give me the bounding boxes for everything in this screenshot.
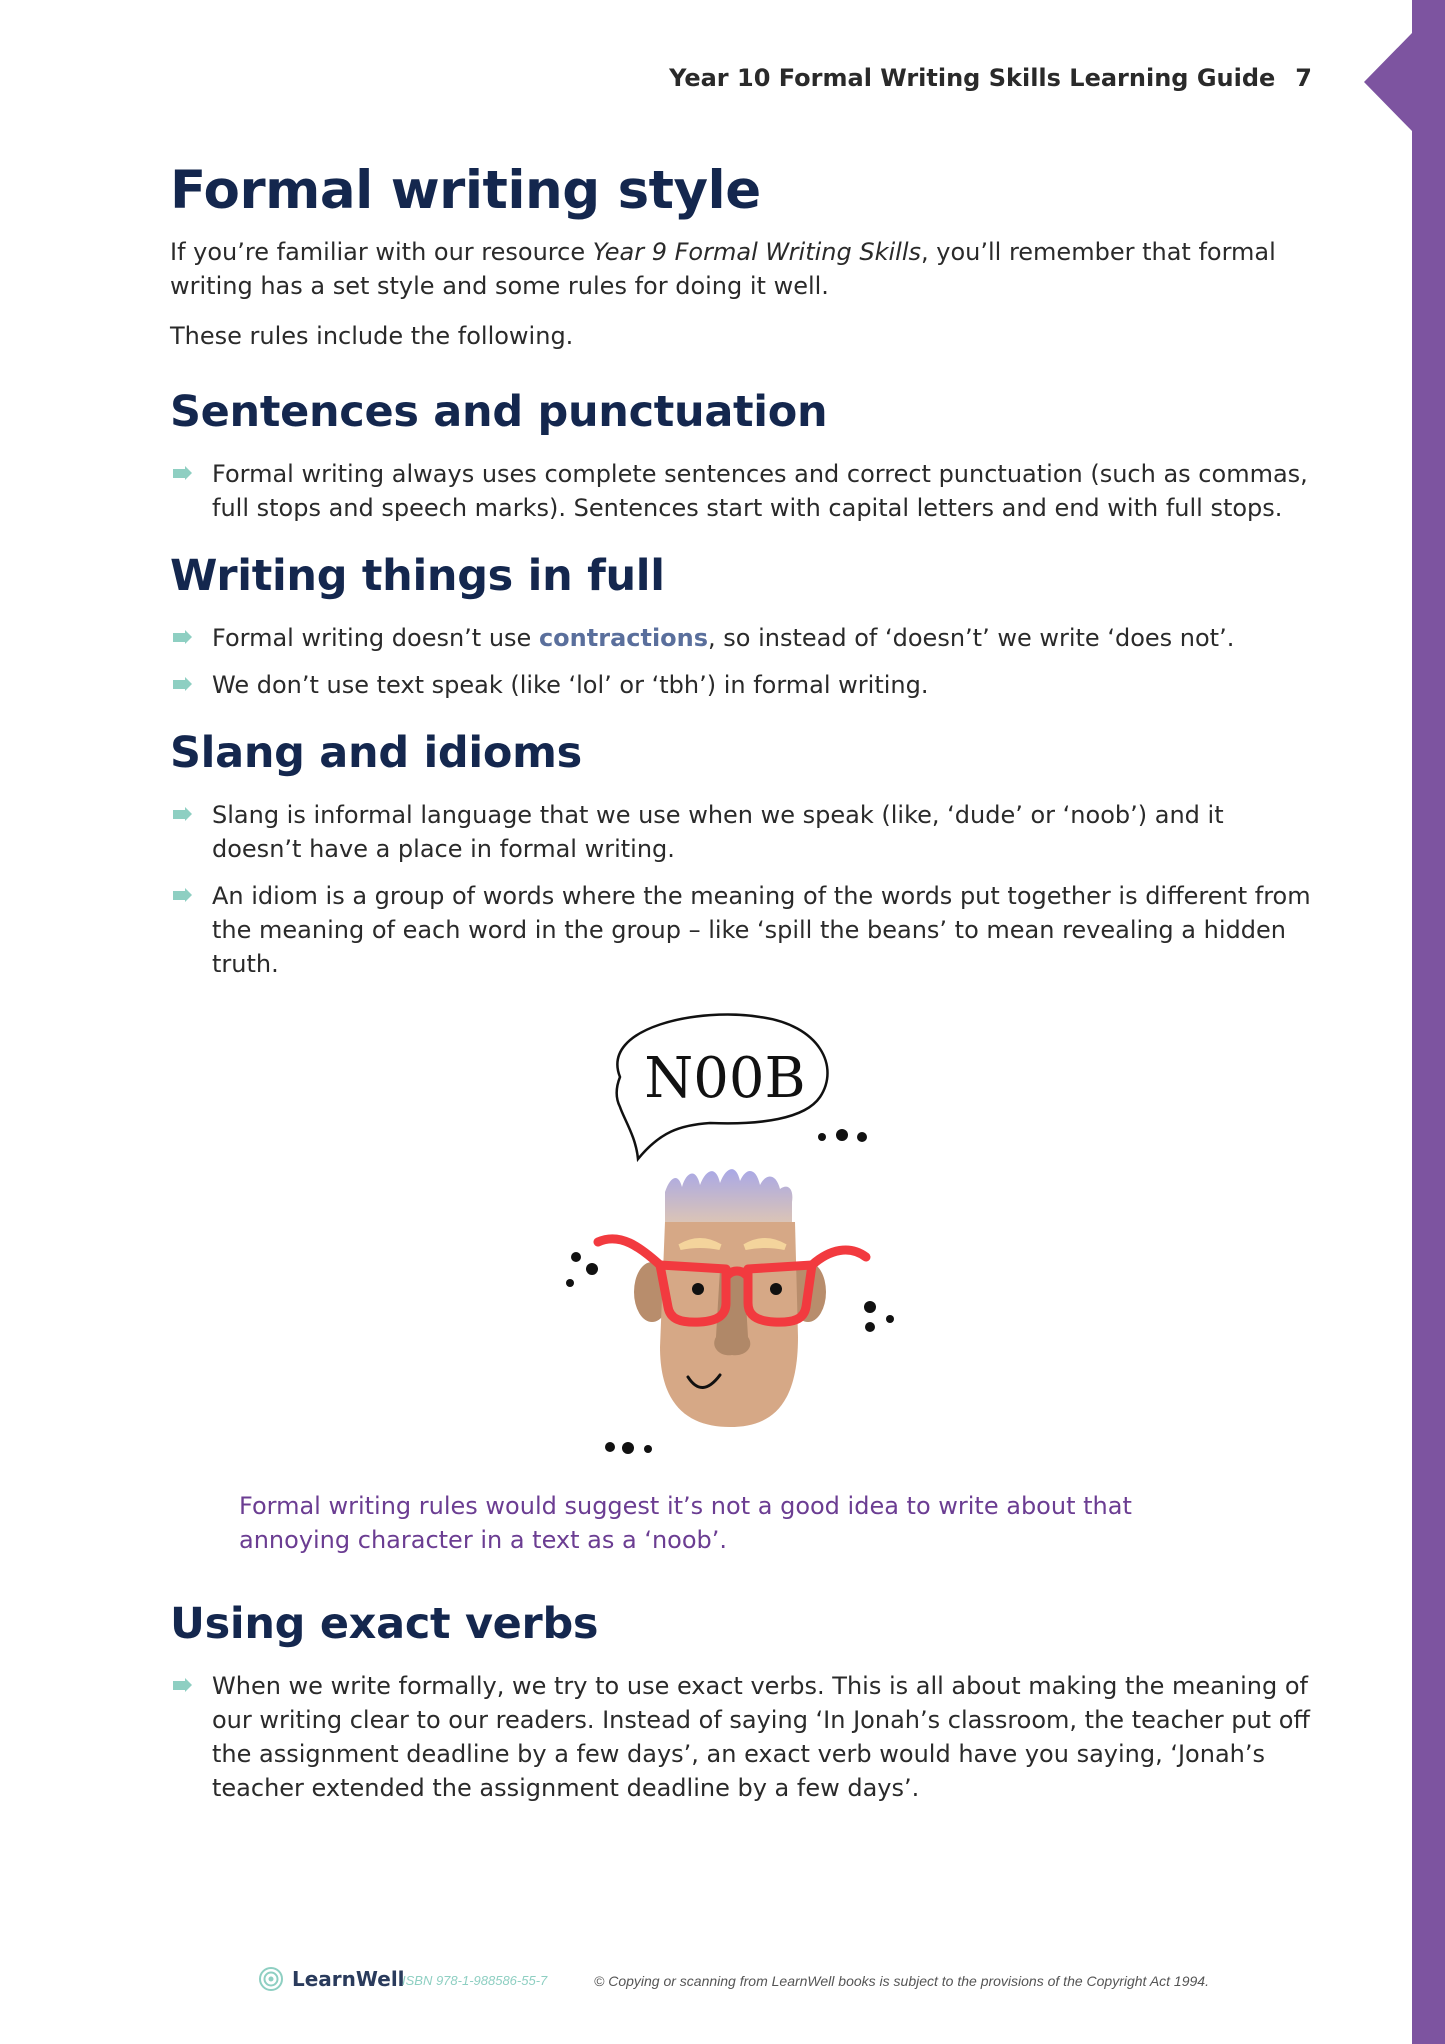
heading-exact-verbs: Using exact verbs [170, 1599, 599, 1649]
main-content [170, 160, 1320, 1831]
intro-line-2: These rules include the following. [170, 322, 574, 350]
resource-title: Year 9 Formal Writing Skills [592, 238, 921, 266]
side-bar [1412, 0, 1445, 2044]
running-header [669, 64, 1312, 92]
intro-text-start: If you’re familiar with our resource [170, 238, 593, 266]
noob-illustration [170, 1007, 1320, 1477]
list-item [170, 1669, 1320, 1805]
brand-name: LearnWell [292, 1967, 405, 1991]
list-item [170, 668, 1320, 702]
bullet-arrow-icon [173, 469, 185, 478]
bullet-arrow-icon [173, 1681, 185, 1690]
right-eye [770, 1283, 782, 1295]
heading-slang-idioms: Slang and idioms [170, 728, 582, 778]
speech-text: N00B [644, 1046, 806, 1111]
cartoon-face-image [540, 1007, 940, 1477]
writing-in-full-list [170, 621, 1320, 702]
list-item-text: We don’t use text speak (like ‘lol’ or ‘tbh’) in formal writing. [212, 671, 929, 699]
page-number: 7 [1295, 64, 1312, 92]
left-eye [692, 1283, 704, 1295]
guide-title: Year 10 Formal Writing Skills Learning Guide [669, 64, 1276, 92]
sentences-list [170, 457, 1320, 525]
bullet-arrow-icon [173, 633, 185, 642]
bullet-arrow-icon [173, 891, 185, 900]
copyright-notice: © Copying or scanning from LearnWell books is subject to the provisions of the Copyright Act 1994. [594, 1973, 1209, 1989]
page-title: Formal writing style [170, 160, 761, 221]
right-eyebrow [745, 1241, 785, 1247]
list-item [170, 879, 1320, 981]
left-eyebrow [680, 1241, 720, 1247]
bullet-arrow-icon [173, 680, 185, 689]
page-tab [1364, 33, 1412, 131]
list-item-text-start: Formal writing doesn’t use [212, 624, 539, 652]
list-item-text: When we write formally, we try to use exact verbs. This is all about making the meaning of our writing clear to our readers. Instead of saying ‘In Jonah’s classroom, the teacher put off the assignment deadline by a few days’, an exact verb would have you saying, ‘Jonah’s teacher extended the assignment deadline by a few days’. [212, 1672, 1310, 1802]
glossary-term-contractions[interactable]: contractions [538, 624, 709, 652]
intro-paragraph [170, 235, 1320, 303]
list-item-text: An idiom is a group of words where the meaning of the words put together is different from the meaning of each word in the group – like ‘spill the beans’ to mean revealing a hidden truth. [212, 882, 1311, 978]
exact-verbs-list [170, 1669, 1320, 1805]
list-item [170, 798, 1320, 866]
list-item-text-end: , so instead of ‘doesn’t’ we write ‘does not’. [708, 624, 1235, 652]
page-footer [258, 1964, 1358, 1996]
intro-text-end: , you’ll remember that formal writing has a set style and some rules for doing it well. [170, 238, 1276, 300]
isbn: ISBN 978-1-988586-55-7 [402, 1973, 548, 1988]
image-caption: Formal writing rules would suggest it’s not a good idea to write about that annoying character in a text as a ‘noob’. [239, 1492, 1132, 1554]
learnwell-logo-icon [258, 1966, 284, 1992]
list-item [170, 621, 1320, 655]
heading-writing-in-full: Writing things in full [170, 551, 665, 601]
bullet-arrow-icon [173, 810, 185, 819]
list-item-text: Slang is informal language that we use when we speak (like, ‘dude’ or ‘noob’) and it doesn’t have a place in formal writing. [212, 801, 1224, 863]
list-item [170, 457, 1320, 525]
heading-sentences-punctuation: Sentences and punctuation [170, 387, 828, 437]
slang-list [170, 798, 1320, 981]
list-item-text: Formal writing always uses complete sentences and correct punctuation (such as commas, full stops and speech marks). Sentences start with capital letters and end with full stops. [212, 460, 1308, 522]
